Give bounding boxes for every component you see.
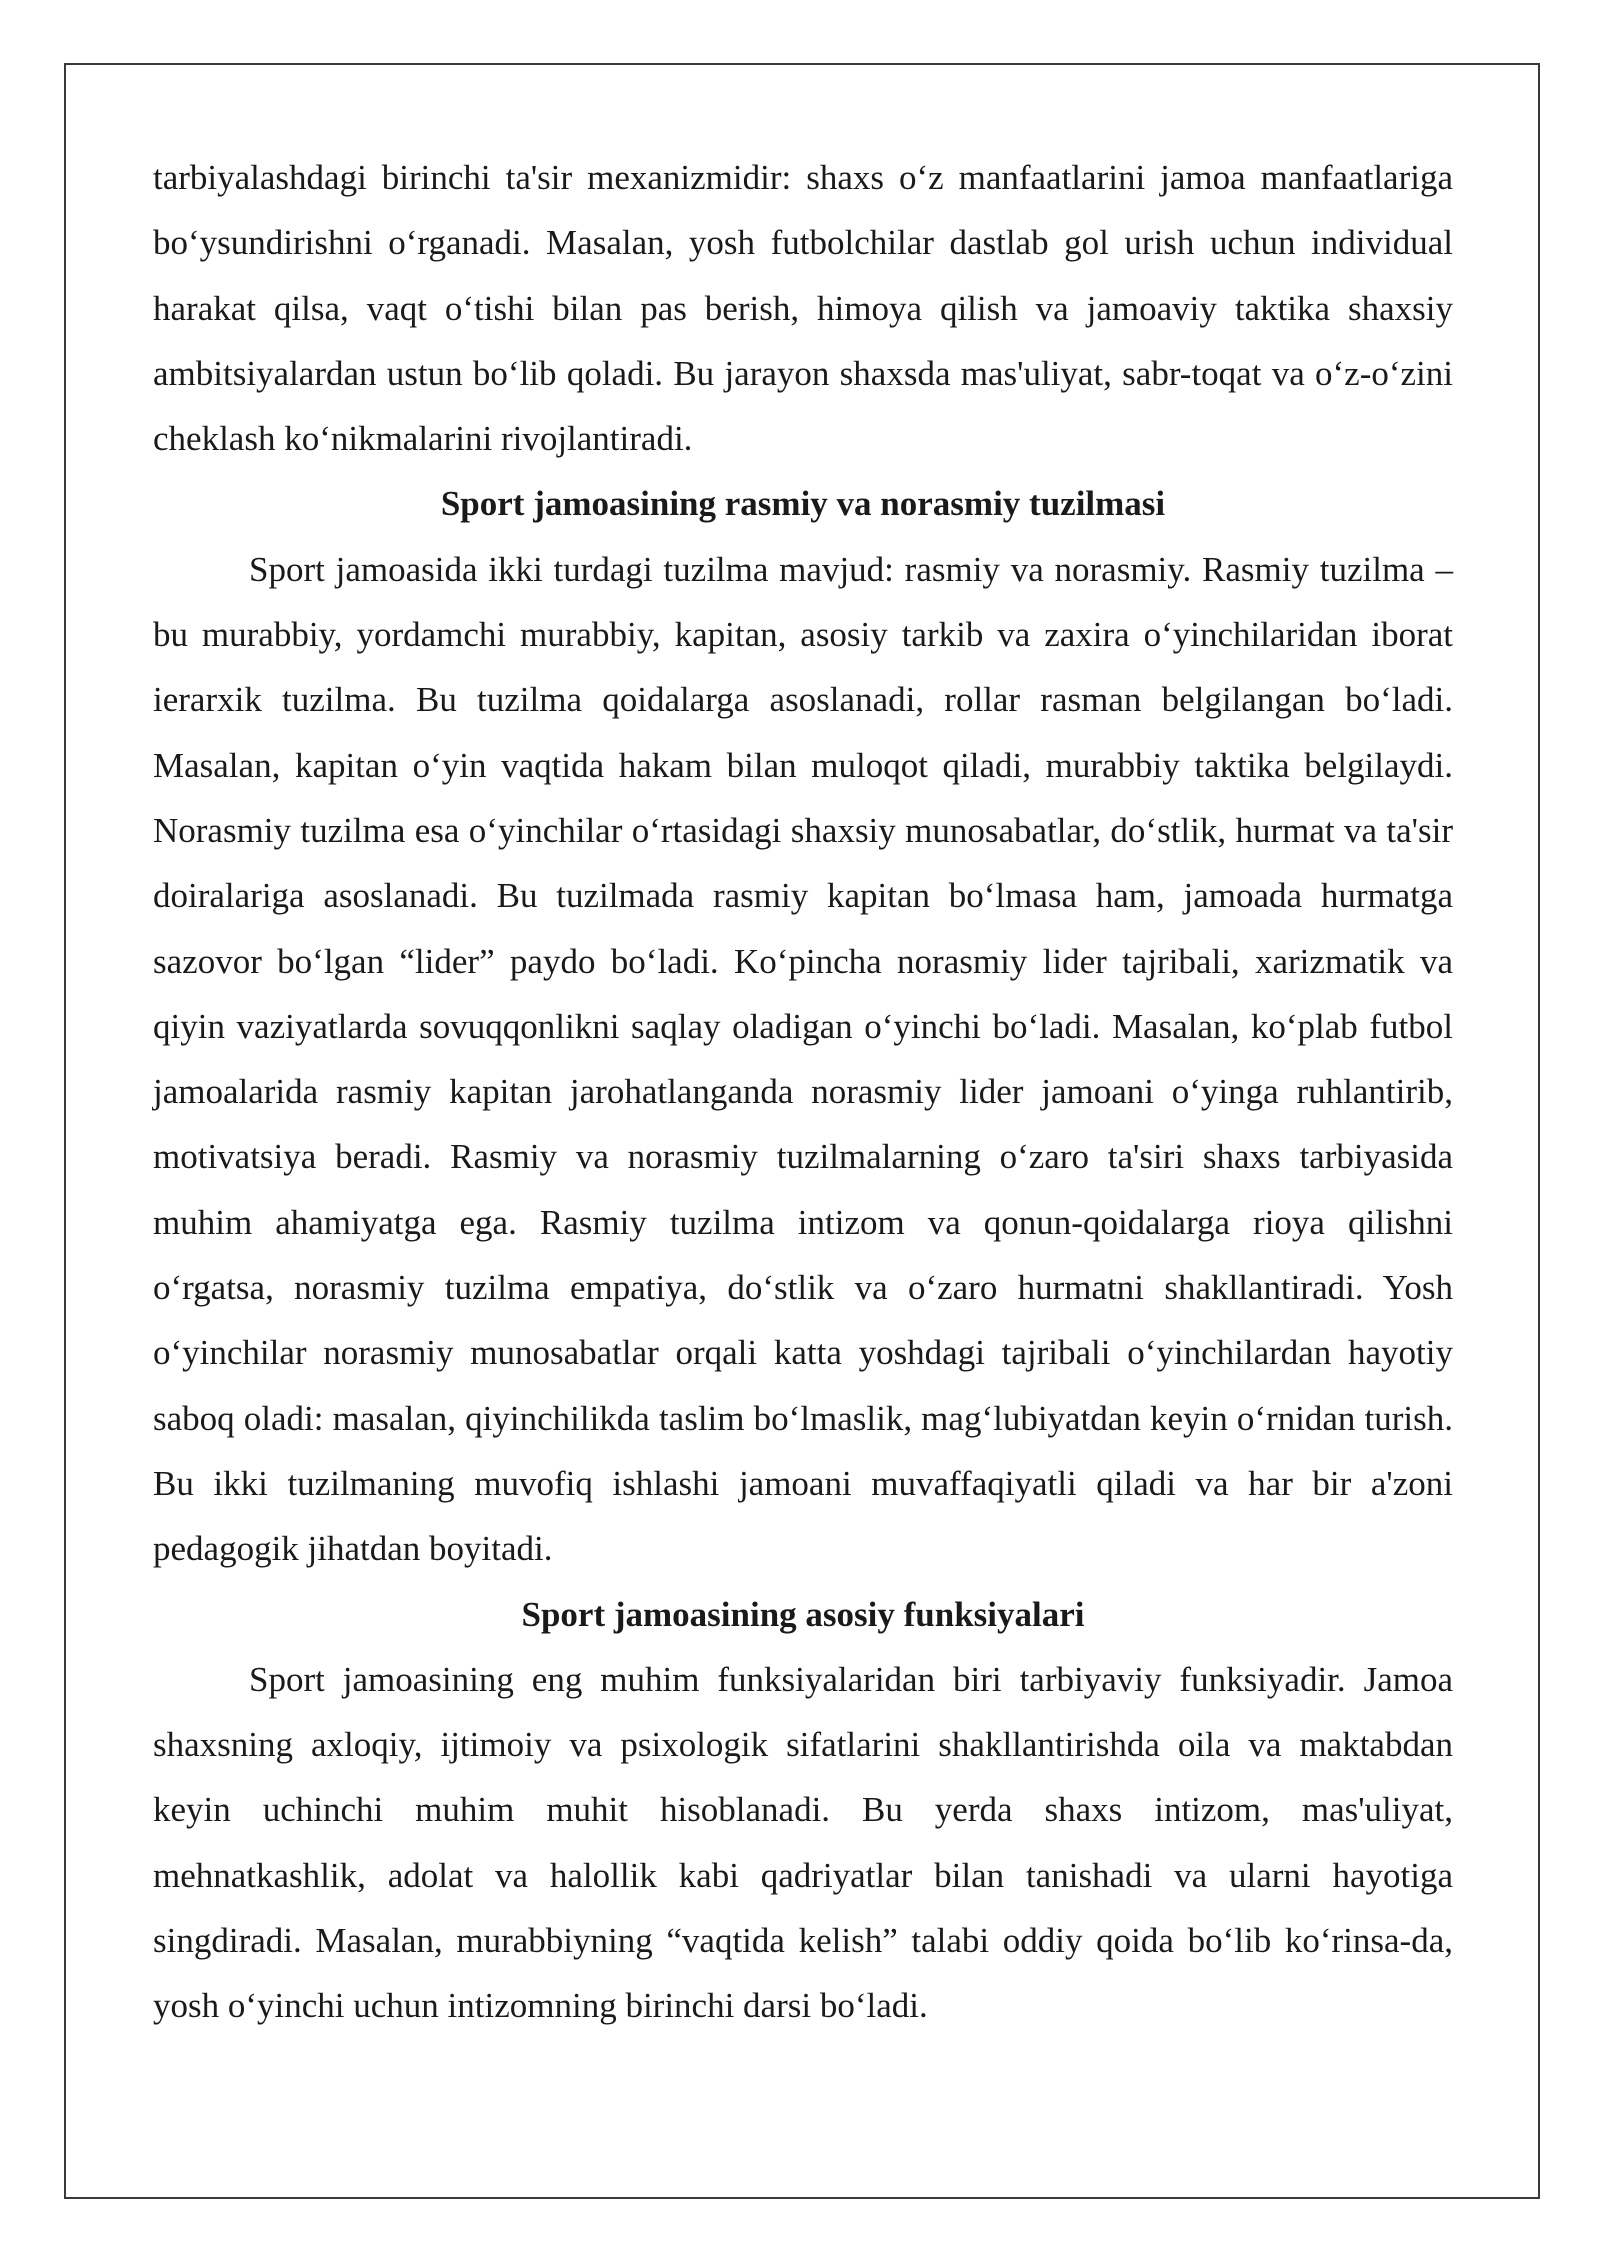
body-paragraph: Sport jamoasining eng muhim funksiyalaridan biri tarbiyaviy funksiyadir. Jamoa shaxsning axloqiy, ijtimoiy va psixologik sifatlarini shakllantirishda oila va maktabdan keyin uchinchi muhim muhit hisoblanadi. Bu yerda shaxs intizom, mas'uliyat, mehnatkashlik, adolat va halollik kabi qadriyatlar bilan tanishadi va ularni hayotiga singdiradi. Masalan, murabbiyning “vaqtida kelish” talabi oddiy qoida bo‘lib ko‘rinsa-da, yosh o‘yinchi uchun intizomning birinchi darsi bo‘ladi. <box>153 1659 1453 2026</box>
section-heading: Sport jamoasining asosiy funksiyalari <box>521 1594 1085 1634</box>
section-heading: Sport jamoasining rasmiy va norasmiy tuzilmasi <box>440 484 1166 524</box>
body-paragraph: tarbiyalashdagi birinchi ta'sir mexanizmidir: shaxs o‘z manfaatlarini jamoa manfaatlariga bo‘ysundirishni o‘rganadi. Masalan, yosh futbolchilar dastlab gol urish uchun individual harakat qilsa, vaqt o‘tishi bilan pas berish, himoya qilish va jamoaviy taktika shaxsiy ambitsiyalardan ustun bo‘lib qoladi. Bu jarayon shaxsda mas'uliyat, sabr-toqat va o‘z-o‘zini cheklash ko‘nikmalarini rivojlantiradi. <box>153 158 1453 459</box>
document-body <box>153 145 1453 2039</box>
body-paragraph: Sport jamoasida ikki turdagi tuzilma mavjud: rasmiy va norasmiy. Rasmiy tuzilma – bu murabbiy, yordamchi murabbiy, kapitan, asosiy tarkib va zaxira o‘yinchilaridan iborat ierarxik tuzilma. Bu tuzilma qoidalarga asoslanadi, rollar rasman belgilangan bo‘ladi. Masalan, kapitan o‘yin vaqtida hakam bilan muloqot qiladi, murabbiy taktika belgilaydi. Norasmiy tuzilma esa o‘yinchilar o‘rtasidagi shaxsiy munosabatlar, do‘stlik, hurmat va ta'sir doiralariga asoslanadi. Bu tuzilmada rasmiy kapitan bo‘lmasa ham, jamoada hurmatga sazovor bo‘lgan “lider” paydo bo‘ladi. Ko‘pincha norasmiy lider tajribali, xarizmatik va qiyin vaziyatlarda sovuqqonlikni saqlay oladigan o‘yinchi bo‘ladi. Masalan, ko‘plab futbol jamoalarida rasmiy kapitan jarohatlanganda norasmiy lider jamoani o‘yinga ruhlantirib, motivatsiya beradi. Rasmiy va norasmiy tuzilmalarning o‘zaro ta'siri shaxs tarbiyasida muhim ahamiyatga ega. Rasmiy tuzilma intizom va qonun-qoidalarga rioya qilishni o‘rgatsa, norasmiy tuzilma empatiya, do‘stlik va o‘zaro hurmatni shakllantiradi. Yosh o‘yinchilar norasmiy munosabatlar orqali katta yoshdagi tajribali o‘yinchilardan hayotiy saboq oladi: masalan, qiyinchilikda taslim bo‘lmaslik, mag‘lubiyatdan keyin o‘rnidan turish. Bu ikki tuzilmaning muvofiq ishlashi jamoani muvaffaqiyatli qiladi va har bir a'zoni pedagogik jihatdan boyitadi. <box>153 549 1453 1569</box>
